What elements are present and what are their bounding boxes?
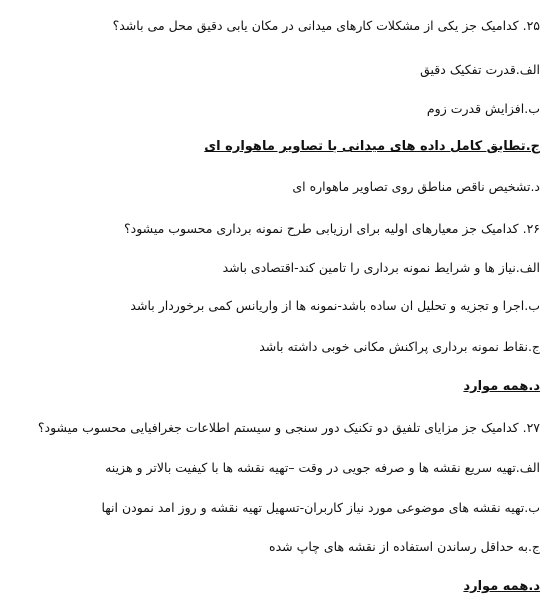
option-25-b: ب.افزایش قدرت زوم [426, 101, 540, 116]
question-25: ۲۵. کدامیک جز یکی از مشکلات کارهای میدانی در مکان یابی دقیق محل می باشد؟ [112, 18, 540, 33]
option-26-a: الف.نیاز ها و شرایط نمونه برداری را تامین کند-اقتصادی باشد [222, 260, 540, 275]
option-25-c-answer: ج.تطابق کامل داده های میدانی با تصاویر ماهواره ای [204, 139, 540, 154]
option-25-a: الف.قدرت تفکیک دقیق [420, 62, 540, 77]
option-25-d: د.تشخیص ناقص مناطق روی تصاویر ماهواره ای [292, 179, 540, 194]
option-27-a: الف.تهیه سریع نقشه ها و صرفه جویی در وقت –تهیه نقشه ها با کیفیت بالاتر و هزینه [105, 460, 540, 475]
option-27-d-answer: د.همه موارد [463, 579, 540, 594]
option-26-b: ب.اجرا و تجزیه و تحلیل ان ساده باشد-نمونه ها از واریانس کمی برخوردار باشد [130, 298, 540, 313]
question-27: ۲۷. کدامیک جز مزایای تلفیق دو تکنیک دور سنجی و سیستم اطلاعات جغرافیایی محسوب میشود؟ [37, 420, 540, 435]
option-27-c: ج.به حداقل رساندن استفاده از نقشه های چاپ شده [269, 539, 540, 554]
question-26: ۲۶. کدامیک جز معیارهای اولیه برای ارزیابی طرح نمونه برداری محسوب میشود؟ [124, 221, 540, 236]
option-27-b: ب.تهیه نقشه های موضوعی مورد نیاز کاربران-تسهیل تهیه نقشه و روز امد نمودن انها [101, 500, 540, 515]
option-26-c: ج.نقاط نمونه برداری پراکنش مکانی خوبی داشته باشد [259, 339, 540, 354]
option-26-d-answer: د.همه موارد [463, 379, 540, 394]
